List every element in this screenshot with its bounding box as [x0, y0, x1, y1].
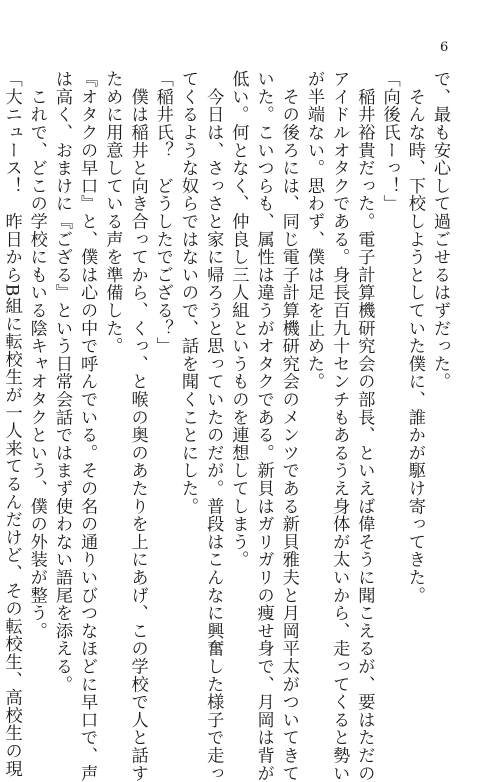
text-line: 「稲井氏？ どうしたでござる？」: [152, 70, 173, 355]
text-line: いた。こいつらも、属性は違うがオタクである。新貝はガリガリの痩せ身で、月岡は背が: [253, 70, 274, 782]
novel-text-body: [1, 70, 452, 782]
text-line: これで、どこの学校にもいる陰キャオタクという、僕の外装が整う。: [26, 70, 47, 640]
text-line: 「大ニュース！ 昨日からB組に転校生が一人来てるんだけど、その転校生、高校生の現: [1, 70, 22, 778]
text-line: その後ろには、同じ電子計算機研究会のメンツである新貝雅夫と月岡平太がついてきて: [278, 70, 299, 782]
text-line: 僕は稲井と向き合ってから、くっ、と喉の奥のあたりを上にあげ、この学校で人と話す: [127, 70, 148, 782]
text-line: そんな時、下校しようとしていた僕に、誰かが駆け寄ってきた。: [404, 70, 425, 604]
page-number: 6: [440, 40, 449, 55]
text-line: は高く、おまけに『ござる』という日常会話ではまず使わない語尾を添える。: [51, 70, 72, 693]
text-line: 稲井裕貴だった。電子計算機研究会の部長、といえば偉そうに聞こえるが、要はただの: [354, 70, 375, 782]
text-line: 『オタクの早口』と、僕は心の中で呼んでいる。その名の通りいびつなほどに早口で、声: [77, 70, 98, 782]
text-line: 今日は、さっさと家に帰ろうと思っていたのだが。普段はこんなに興奮した様子で走っ: [203, 70, 224, 782]
text-line: 「向後氏ーっ！」: [379, 70, 400, 213]
text-line: が半端ない。思わず、僕は足を止めた。: [303, 70, 324, 391]
text-line: ために用意している声を準備した。: [102, 70, 123, 355]
text-line: てくるような奴らではないので、話を聞くことにした。: [177, 70, 198, 515]
text-line: 低い。何となく、仲良し三人組というものを連想してしまう。: [228, 70, 249, 569]
text-line: アイドルオタクである。身長百九十センチもあるうえ身体が太いから、走ってくると勢い: [329, 70, 350, 782]
text-line: で、最も安心して過ごせるはずだった。: [430, 70, 450, 391]
